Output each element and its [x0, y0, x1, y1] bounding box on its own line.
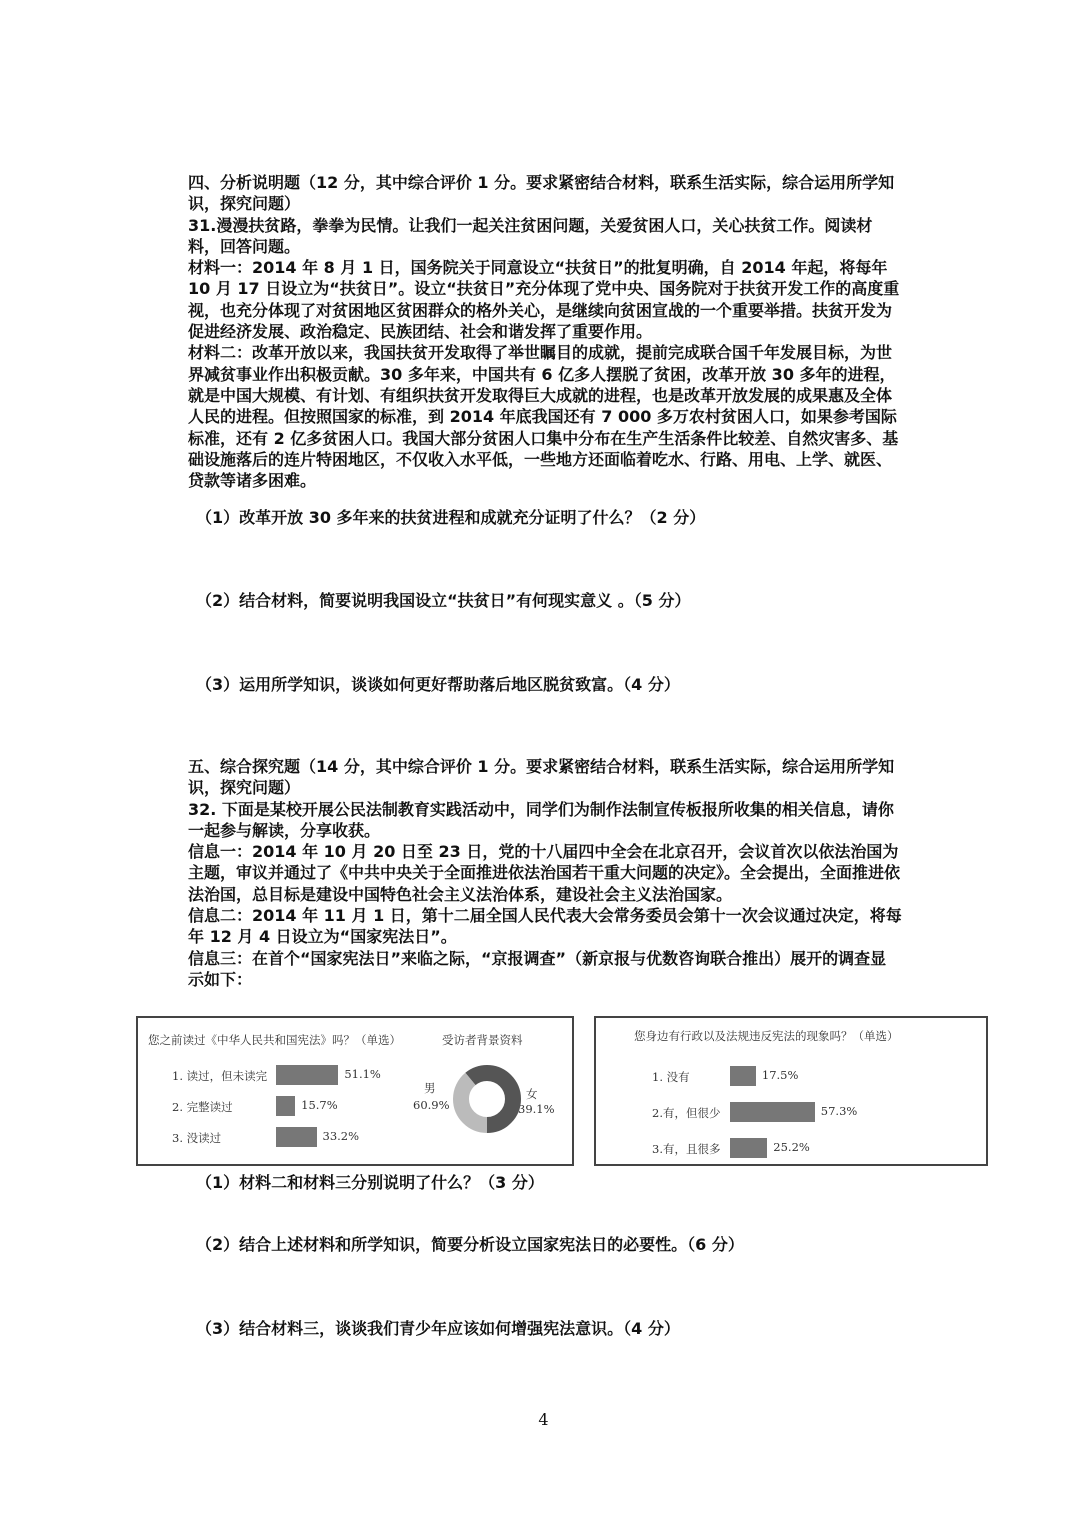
- survey-panel-right: [594, 1016, 988, 1166]
- male-label: 男: [424, 1081, 436, 1095]
- q31-sub-3: （3）运用所学知识，谈谈如何更好帮助落后地区脱贫致富。（4 分）: [196, 675, 680, 694]
- material-2: 材料二：改革开放以来，我国扶贫开发取得了举世瞩目的成就，提前完成联合国千年发展目标，为世界减贫事业作出积极贡献。30 多年来，中国共有 6 亿多人摆脱了贫困，改革开放 30 多年的进程，就是中国大规模、有计划、有组织扶贫开发取得巨大成就的进程，也是改革开放发展的成果惠及全体人民的进程。但按照国家的标准，到 2014 年底我国还有 7 000 多万农村贫困人口，如果参考国际标准，还有 2 亿多贫困人口。我国大部分贫困人口集中分布在生产生活条件比较差、自然灾害多、基础设施落后的连片特困地区，不仅收入水平低，一些地方还面临着吃水、行路、用电、上学、就医、贷款等诸多困难。: [188, 343, 899, 491]
- page-number: 4: [538, 1410, 549, 1429]
- info-2: 信息二：2014 年 11 月 1 日，第十二届全国人民代表大会常务委员会第十一次会议通过决定，将每年 12 月 4 日设立为“国家宪法日”。: [188, 906, 902, 947]
- bar-category-label: 2.有，但很少: [652, 1106, 721, 1120]
- bar-category-label: 3. 没读过: [172, 1131, 222, 1145]
- bar: [730, 1066, 756, 1086]
- male-value: 60.9%: [413, 1098, 450, 1112]
- q32-sub-2: （2）结合上述材料和所学知识，简要分析设立国家宪法日的必要性。（6 分）: [196, 1235, 744, 1254]
- bar-category-label: 1. 没有: [652, 1070, 690, 1084]
- bar-category-label: 1. 读过，但未读完: [172, 1069, 268, 1083]
- info-3: 信息三：在首个“国家宪法日”来临之际，“京报调查”（新京报与优数咨询联合推出）展开的调查显示如下：: [188, 948, 887, 989]
- bar-category-label: 2. 完整读过: [172, 1100, 233, 1114]
- bar-value-label: 17.5%: [761, 1068, 799, 1082]
- bar-value-label: 51.1%: [344, 1067, 381, 1081]
- bar-value-label: 25.2%: [773, 1140, 810, 1154]
- left-survey-question: 您之前读过《中华人民共和国宪法》吗？（单选）: [148, 1033, 401, 1047]
- section-4-heading: 四、分析说明题（12 分，其中综合评价 1 分。要求紧密结合材料，联系生活实际，综合运用所学知识，探究问题）: [188, 173, 895, 214]
- section-5-heading: 五、综合探究题（14 分，其中综合评价 1 分。要求紧密结合材料，联系生活实际，综合运用所学知识，探究问题）: [188, 757, 895, 798]
- right-survey-question: 您身边有行政以及法规违反宪法的现象吗？（单选）: [634, 1029, 899, 1043]
- bar-category-label: 3.有，且很多: [652, 1142, 721, 1156]
- bar-value-label: 15.7%: [301, 1098, 338, 1112]
- section-4: [188, 172, 902, 491]
- bar: [730, 1102, 815, 1122]
- q32-sub-1: （1）材料二和材料三分别说明了什么？（3 分）: [196, 1173, 544, 1192]
- question-32-intro: 32. 下面是某校开展公民法制教育实践活动中，同学们为制作法制宣传板报所收集的相关信息，请你一起参与解读，分享收获。: [188, 799, 894, 840]
- question-31-intro: 31.漫漫扶贫路，拳拳为民情。让我们一起关注贫困问题，关爱贫困人口，关心扶贫工作。阅读材料，回答问题。: [188, 215, 873, 256]
- gender-donut-chart: [452, 1064, 522, 1134]
- section-5: [188, 756, 902, 990]
- bar: [276, 1127, 317, 1147]
- q32-sub-3: （3）结合材料三，谈谈我们青少年应该如何增强宪法意识。（4 分）: [196, 1319, 680, 1338]
- survey-panel-left: [136, 1016, 574, 1166]
- q31-sub-1: （1）改革开放 30 多年来的扶贫进程和成就充分证明了什么？（2 分）: [196, 508, 706, 527]
- bar: [276, 1065, 338, 1085]
- female-value: 39.1%: [518, 1102, 555, 1116]
- background-title: 受访者背景资料: [442, 1033, 523, 1047]
- bar: [730, 1138, 767, 1158]
- female-label: 女: [526, 1087, 538, 1101]
- info-1: 信息一：2014 年 10 月 20 日至 23 日，党的十八届四中全会在北京召开，会议首次以依法治国为主题，审议并通过了《中共中央关于全面推进依法治国若干重大问题的决定》。全会提出，全面推进依法治国，总目标是建设中国特色社会主义法治体系，建设社会主义法治国家。: [188, 842, 901, 904]
- material-1: 材料一：2014 年 8 月 1 日，国务院关于同意设立“扶贫日”的批复明确，自 2014 年起，将每年 10 月 17 日设立为“扶贫日”。设立“扶贫日”充分体现了党中央、国务院对于扶贫开发工作的高度重视，也充分体现了对贫困地区贫困群众的格外关心，是继续向贫困宣战的一个重要举措。扶贫开发为促进经济发展、政治稳定、民族团结、社会和谐发挥了重要作用。: [188, 258, 900, 342]
- bar-value-label: 33.2%: [322, 1129, 360, 1143]
- bar-value-label: 57.3%: [820, 1104, 858, 1118]
- bar: [276, 1096, 295, 1116]
- q31-sub-2: （2）结合材料，简要说明我国设立“扶贫日”有何现实意义 。（5 分）: [196, 591, 691, 610]
